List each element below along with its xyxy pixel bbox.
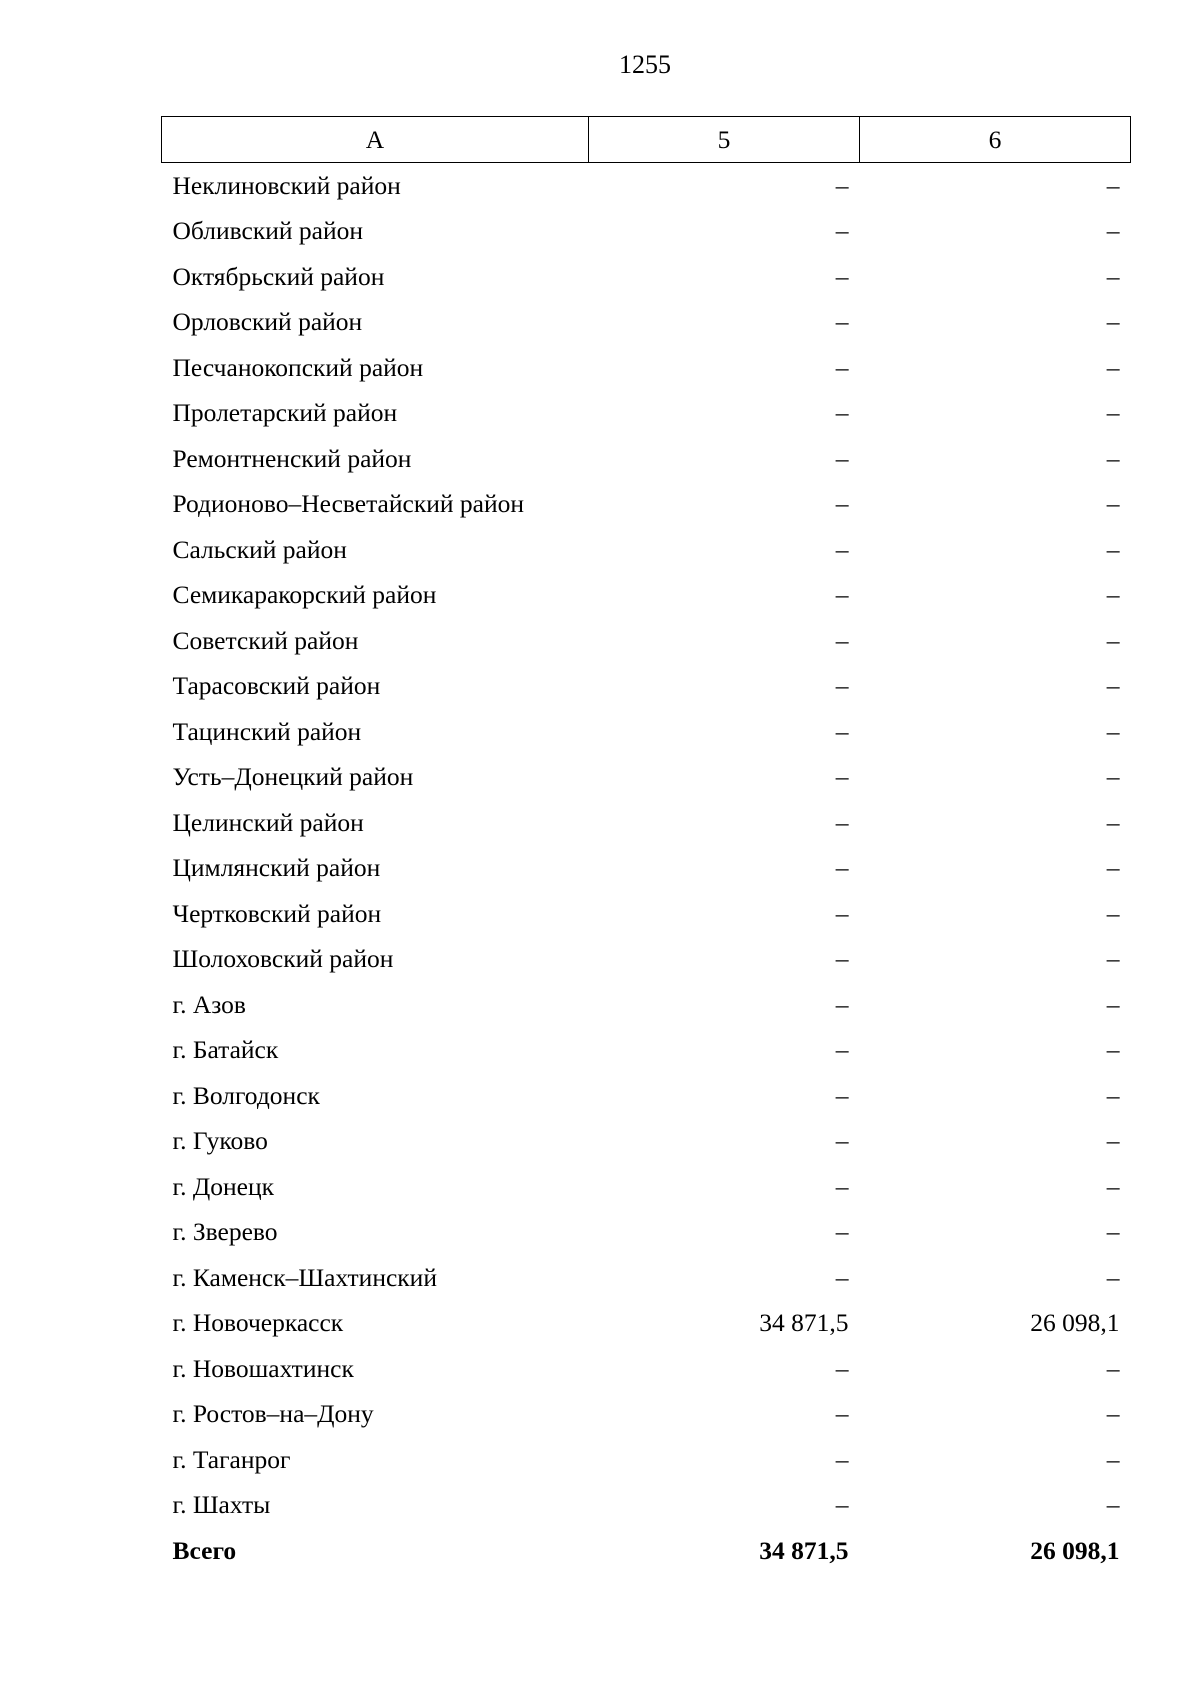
total-row <box>162 1528 1131 1574</box>
row-name: Чертковский район <box>172 898 382 928</box>
table-row <box>162 1437 1131 1483</box>
row-col-5: – <box>835 853 849 883</box>
table-row <box>162 982 1131 1028</box>
row-name: Орловский район <box>172 307 363 337</box>
table-row <box>162 709 1131 755</box>
row-col-5: – <box>835 307 849 337</box>
row-col-5: – <box>835 534 849 564</box>
row-col-5: – <box>835 1262 849 1292</box>
row-col-5: – <box>835 170 849 200</box>
row-col-6: – <box>1106 261 1120 291</box>
table-row <box>162 1346 1131 1392</box>
row-name: г. Каменск–Шахтинский <box>172 1262 437 1292</box>
row-name: г. Батайск <box>172 1035 279 1065</box>
row-col-6: – <box>1106 1126 1120 1156</box>
row-col-5: – <box>835 216 849 246</box>
row-col-5: – <box>835 398 849 428</box>
row-col-5: – <box>835 443 849 473</box>
row-col-6: – <box>1106 1171 1120 1201</box>
row-name: Усть–Донецкий район <box>172 762 414 792</box>
row-col-5: – <box>835 1171 849 1201</box>
row-col-5: – <box>835 1080 849 1110</box>
row-name: Родионово–Несветайский район <box>172 489 524 519</box>
row-col-6: – <box>1106 443 1120 473</box>
row-name: г. Волгодонск <box>172 1080 320 1110</box>
row-col-6: – <box>1106 216 1120 246</box>
table-row <box>162 1210 1131 1256</box>
row-col-6: – <box>1106 762 1120 792</box>
row-name: г. Новочеркасск <box>172 1308 344 1338</box>
table-row <box>162 1119 1131 1165</box>
row-name: г. Донецк <box>172 1171 274 1201</box>
total-col-5: 34 871,5 <box>759 1535 849 1565</box>
table-row <box>162 755 1131 801</box>
table-row <box>162 1164 1131 1210</box>
table-row <box>162 1483 1131 1529</box>
row-col-5: – <box>835 1126 849 1156</box>
row-name: Октябрьский район <box>172 261 385 291</box>
row-name: Тарасовский район <box>172 671 381 701</box>
row-name: Обливский район <box>172 216 364 246</box>
page-number: 1255 <box>619 50 671 79</box>
row-col-6: – <box>1106 1035 1120 1065</box>
table-row <box>162 300 1131 346</box>
row-col-5: – <box>835 762 849 792</box>
table-row <box>162 664 1131 710</box>
row-name: г. Азов <box>172 989 246 1019</box>
total-label: Всего <box>172 1535 237 1565</box>
row-name: Пролетарский район <box>172 398 398 428</box>
row-col-6: – <box>1106 944 1120 974</box>
row-name: г. Зверево <box>172 1217 278 1247</box>
row-col-6: – <box>1106 1262 1120 1292</box>
row-name: Семикаракорский район <box>172 580 437 610</box>
table-row <box>162 800 1131 846</box>
row-name: г. Шахты <box>172 1490 271 1520</box>
row-name: г. Таганрог <box>172 1444 291 1474</box>
row-col-6: – <box>1106 989 1120 1019</box>
row-col-5: – <box>835 580 849 610</box>
table-row <box>162 1301 1131 1347</box>
data-table <box>161 116 1131 1574</box>
row-name: Шолоховский район <box>172 944 394 974</box>
row-name: г. Гуково <box>172 1126 268 1156</box>
row-col-6: – <box>1106 352 1120 382</box>
row-col-5: – <box>835 489 849 519</box>
row-col-6: – <box>1106 1444 1120 1474</box>
table-body <box>162 163 1131 1529</box>
row-col-5: – <box>835 1353 849 1383</box>
row-col-5: – <box>835 1490 849 1520</box>
row-name: Сальский район <box>172 534 347 564</box>
row-name: Ремонтненский район <box>172 443 412 473</box>
row-col-5: – <box>835 944 849 974</box>
row-col-6: – <box>1106 307 1120 337</box>
header-col-5: 5 <box>589 117 860 163</box>
row-col-6: – <box>1106 716 1120 746</box>
table-row <box>162 1392 1131 1438</box>
table-row <box>162 436 1131 482</box>
row-name: г. Новошахтинск <box>172 1353 354 1383</box>
table-row <box>162 1073 1131 1119</box>
row-col-6: – <box>1106 1353 1120 1383</box>
row-col-6: – <box>1106 489 1120 519</box>
table-row <box>162 163 1131 209</box>
table-row <box>162 345 1131 391</box>
row-col-5: – <box>835 1444 849 1474</box>
row-col-6: – <box>1106 807 1120 837</box>
table-row <box>162 1255 1131 1301</box>
table-row <box>162 891 1131 937</box>
row-col-6: – <box>1106 853 1120 883</box>
row-col-5: – <box>835 671 849 701</box>
row-col-6: – <box>1106 398 1120 428</box>
row-col-6: – <box>1106 671 1120 701</box>
row-name: г. Ростов–на–Дону <box>172 1399 374 1429</box>
row-col-5: – <box>835 989 849 1019</box>
row-col-5: – <box>835 716 849 746</box>
row-name: Тацинский район <box>172 716 362 746</box>
row-col-6: – <box>1106 534 1120 564</box>
row-col-5: – <box>835 625 849 655</box>
row-col-5: – <box>835 1399 849 1429</box>
table-row <box>162 209 1131 255</box>
table-row <box>162 937 1131 983</box>
header-col-6: 6 <box>860 117 1131 163</box>
table-row <box>162 391 1131 437</box>
row-col-6: – <box>1106 580 1120 610</box>
table-row <box>162 846 1131 892</box>
row-col-5: – <box>835 898 849 928</box>
table-row <box>162 254 1131 300</box>
row-col-6: – <box>1106 898 1120 928</box>
row-col-5: – <box>835 1035 849 1065</box>
row-name: Целинский район <box>172 807 364 837</box>
row-col-5: 34 871,5 <box>759 1308 849 1338</box>
row-col-5: – <box>835 807 849 837</box>
total-col-6: 26 098,1 <box>1030 1535 1120 1565</box>
row-name: Песчанокопский район <box>172 352 424 382</box>
row-col-5: – <box>835 261 849 291</box>
header-col-a: А <box>162 117 589 163</box>
table-row <box>162 1028 1131 1074</box>
row-col-6: – <box>1106 1399 1120 1429</box>
table-header-row <box>162 117 1131 163</box>
row-col-6: – <box>1106 1080 1120 1110</box>
row-col-6: – <box>1106 625 1120 655</box>
row-col-6: 26 098,1 <box>1030 1308 1120 1338</box>
table-row <box>162 618 1131 664</box>
table-row <box>162 527 1131 573</box>
row-col-5: – <box>835 352 849 382</box>
row-name: Советский район <box>172 625 359 655</box>
row-col-5: – <box>835 1217 849 1247</box>
row-col-6: – <box>1106 170 1120 200</box>
row-name: Цимлянский район <box>172 853 381 883</box>
row-name: Неклиновский район <box>172 170 401 200</box>
row-col-6: – <box>1106 1217 1120 1247</box>
table-row <box>162 482 1131 528</box>
row-col-6: – <box>1106 1490 1120 1520</box>
table-row <box>162 573 1131 619</box>
